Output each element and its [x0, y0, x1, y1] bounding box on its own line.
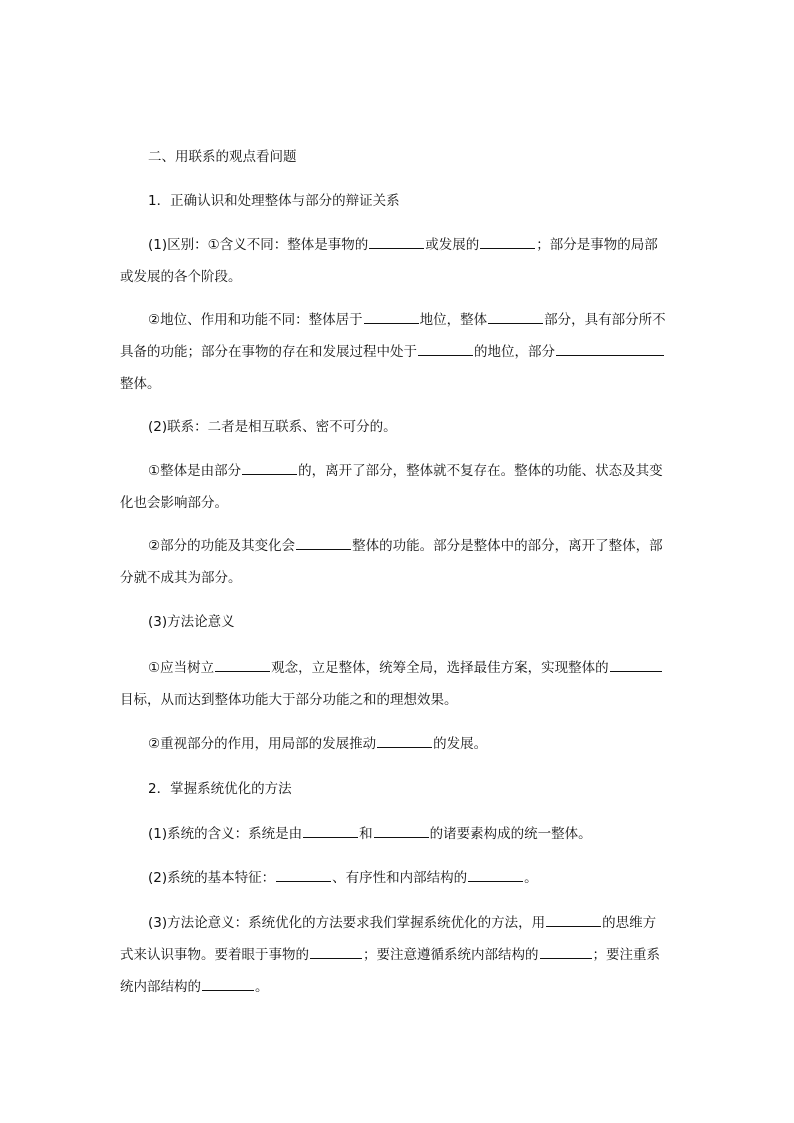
fill-in-blank[interactable]: [540, 943, 592, 959]
paragraph-line: [120, 684, 676, 716]
item2-heading-text: 2．掌握系统优化的方法: [148, 781, 292, 797]
text-run: 。: [255, 979, 269, 995]
text-run: 分就不成其为部分。: [120, 570, 242, 586]
text-run: 的思维方: [602, 915, 657, 931]
fill-in-blank[interactable]: [296, 534, 351, 550]
text-run: 部分，具有部分所不: [544, 312, 666, 328]
paragraph-line: [120, 728, 676, 760]
text-run: 地位，整体: [419, 312, 488, 328]
text-run: 统内部结构的: [120, 979, 201, 995]
text-run: ①应当树立: [148, 660, 215, 676]
text-run: 化也会影响部分。: [120, 495, 228, 511]
text-run: ①整体是由部分: [148, 463, 242, 479]
paragraph-line: [120, 562, 676, 594]
paragraph-line: [120, 336, 676, 368]
text-run: 的诸要素构成的统一整体。: [429, 826, 592, 842]
paragraph-line: [120, 652, 676, 684]
section-title-text: 二、用联系的观点看问题: [148, 149, 297, 165]
text-run: ②部分的功能及其变化会: [148, 538, 296, 554]
fill-in-blank[interactable]: [242, 459, 297, 475]
fill-in-blank[interactable]: [215, 656, 270, 672]
paragraph-line: [120, 971, 676, 1003]
fill-in-blank[interactable]: [377, 732, 432, 748]
text-run: 具备的功能；部分在事物的存在和发展过程中处于: [120, 344, 417, 360]
text-run: 的发展。: [433, 736, 488, 752]
item1-paragraph-whole: [120, 455, 676, 519]
fill-in-blank[interactable]: [310, 943, 362, 959]
paragraph-line: [120, 862, 676, 894]
item1-paragraph-part: [120, 530, 676, 594]
fill-in-blank[interactable]: [202, 975, 254, 991]
fill-in-blank[interactable]: [480, 233, 535, 249]
fill-in-blank[interactable]: [546, 911, 601, 927]
fill-in-blank[interactable]: [374, 822, 429, 838]
text-run: ；要注重系: [592, 947, 660, 963]
paragraph-line: [120, 818, 676, 850]
item1-heading: [120, 185, 676, 217]
item1-paragraph-value-part: [120, 728, 676, 760]
text-run: 式来认识事物。要着眼于事物的: [120, 947, 309, 963]
text-run: ；部分是事物的局部: [536, 237, 658, 253]
item1-paragraph-overall: [120, 652, 676, 716]
fill-in-blank[interactable]: [418, 340, 473, 356]
item2-paragraph-meaning: [120, 818, 676, 850]
fill-in-blank[interactable]: [364, 308, 419, 324]
text-run: 整体的功能。部分是整体中的部分，离开了整体，部: [352, 538, 663, 554]
paragraph-line: [120, 939, 676, 971]
text-run: 。: [524, 870, 538, 886]
paragraph-line: [120, 304, 676, 336]
text-run: ②重视部分的作用，用局部的发展推动: [148, 736, 377, 752]
fill-in-blank[interactable]: [488, 308, 543, 324]
paragraph-line: [120, 530, 676, 562]
item1-paragraph-status: [120, 304, 676, 400]
paragraph-line: (3)方法论意义: [148, 614, 235, 630]
paragraph-line: [120, 455, 676, 487]
text-run: 观念，立足整体，统筹全局，选择最佳方案，实现整体的: [271, 660, 609, 676]
item1-heading-text: 1．正确认识和处理整体与部分的辩证关系: [148, 193, 400, 209]
text-run: 或发展的各个阶段。: [120, 269, 242, 285]
text-run: 目标，从而达到整体功能大于部分功能之和的理想效果。: [120, 692, 458, 708]
fill-in-blank[interactable]: [276, 866, 331, 882]
paragraph-line: [120, 261, 676, 293]
paragraph-line: (2)联系：二者是相互联系、密不可分的。: [148, 419, 397, 435]
text-run: (2)系统的基本特征：: [148, 870, 276, 886]
text-run: (3)方法论意义：系统优化的方法要求我们掌握系统优化的方法，用: [148, 915, 546, 931]
fill-in-blank[interactable]: [369, 233, 424, 249]
paragraph-line: [120, 368, 676, 400]
paragraph-line: [120, 487, 676, 519]
text-run: 的，离开了部分，整体就不复存在。整体的功能、状态及其变: [298, 463, 663, 479]
fill-in-blank[interactable]: [610, 656, 662, 672]
item2-paragraph-methodology: [120, 907, 676, 1003]
text-run: ②地位、作用和功能不同：整体居于: [148, 312, 363, 328]
item1-paragraph-difference: [120, 229, 676, 293]
fill-in-blank[interactable]: [303, 822, 358, 838]
text-run: (1)系统的含义：系统是由: [148, 826, 303, 842]
item1-paragraph-methodology-heading: [120, 606, 676, 638]
item2-paragraph-features: [120, 862, 676, 894]
section-title: [120, 141, 676, 173]
text-run: 的地位，部分: [474, 344, 555, 360]
paragraph-line: [120, 907, 676, 939]
paragraph-line: [120, 229, 676, 261]
fill-in-blank[interactable]: [468, 866, 523, 882]
text-run: 整体。: [120, 376, 161, 392]
item1-paragraph-connection: [120, 411, 676, 443]
fill-in-blank[interactable]: [556, 340, 664, 356]
text-run: 或发展的: [425, 237, 480, 253]
text-run: (1)区别：①含义不同：整体是事物的: [148, 237, 369, 253]
text-run: 和: [359, 826, 373, 842]
text-run: ；要注意遵循系统内部结构的: [363, 947, 539, 963]
item2-heading: [120, 773, 676, 805]
text-run: 、有序性和内部结构的: [332, 870, 468, 886]
